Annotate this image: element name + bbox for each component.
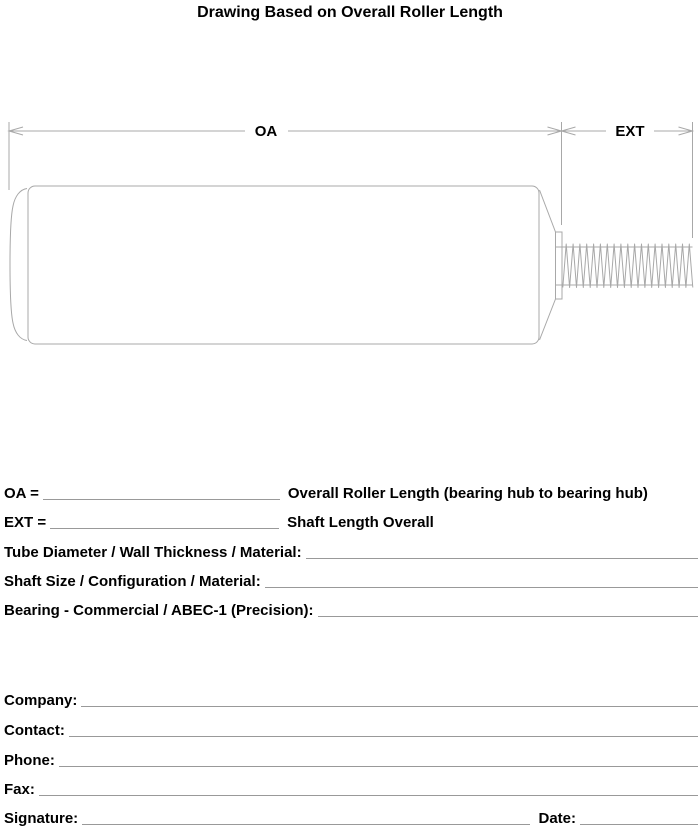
definition-row-ext [4,514,698,531]
contact-row-contact [4,722,698,739]
phone-label: Phone: [4,752,55,769]
spec-row-shaft [4,573,698,590]
fax-line[interactable] [39,795,698,796]
hub-taper-top [540,190,556,232]
page-title: Drawing Based on Overall Roller Length [197,4,503,21]
signature-label: Signature: [4,810,79,827]
contact-row-phone [4,752,698,769]
ext-value-line[interactable] [50,528,279,529]
company-line[interactable] [81,706,698,707]
roller-tube [28,186,539,344]
company-label: Company: [4,692,78,709]
contact-row-company [4,692,698,709]
tube-spec-label: Tube Diameter / Wall Thickness / Material: [4,544,302,561]
oa-value-line[interactable] [43,499,280,500]
oa-dimension-label: OA [254,123,278,140]
ext-label: EXT = [4,514,47,531]
roller-drawing [0,0,700,370]
ext-description: Shaft Length Overall [287,514,434,531]
shaft-spec-label: Shaft Size / Configuration / Material: [4,573,261,590]
bearing-spec-line[interactable] [318,616,698,617]
oa-label: OA = [4,485,39,502]
fax-label: Fax: [4,781,35,798]
phone-line[interactable] [59,766,698,767]
contact-row-fax [4,781,698,798]
contact-line[interactable] [69,736,698,737]
date-line[interactable] [580,824,698,825]
signature-date-row [4,810,698,827]
contact-label: Contact: [4,722,65,739]
shaft-spec-line[interactable] [265,587,698,588]
spec-row-bearing [4,602,698,619]
bearing-hub-right [556,232,563,299]
date-label: Date: [538,810,576,827]
signature-line[interactable] [82,824,530,825]
oa-description: Overall Roller Length (bearing hub to bearing hub) [287,485,648,502]
definition-row-oa [4,485,698,502]
hub-taper-bottom [540,299,556,340]
bearing-hub-left [10,189,27,341]
spec-row-tube [4,544,698,561]
ext-dimension-label: EXT [615,123,645,140]
bearing-spec-label: Bearing - Commercial / ABEC-1 (Precision): [4,602,314,619]
tube-spec-line[interactable] [306,558,698,559]
threaded-shaft [563,244,693,288]
